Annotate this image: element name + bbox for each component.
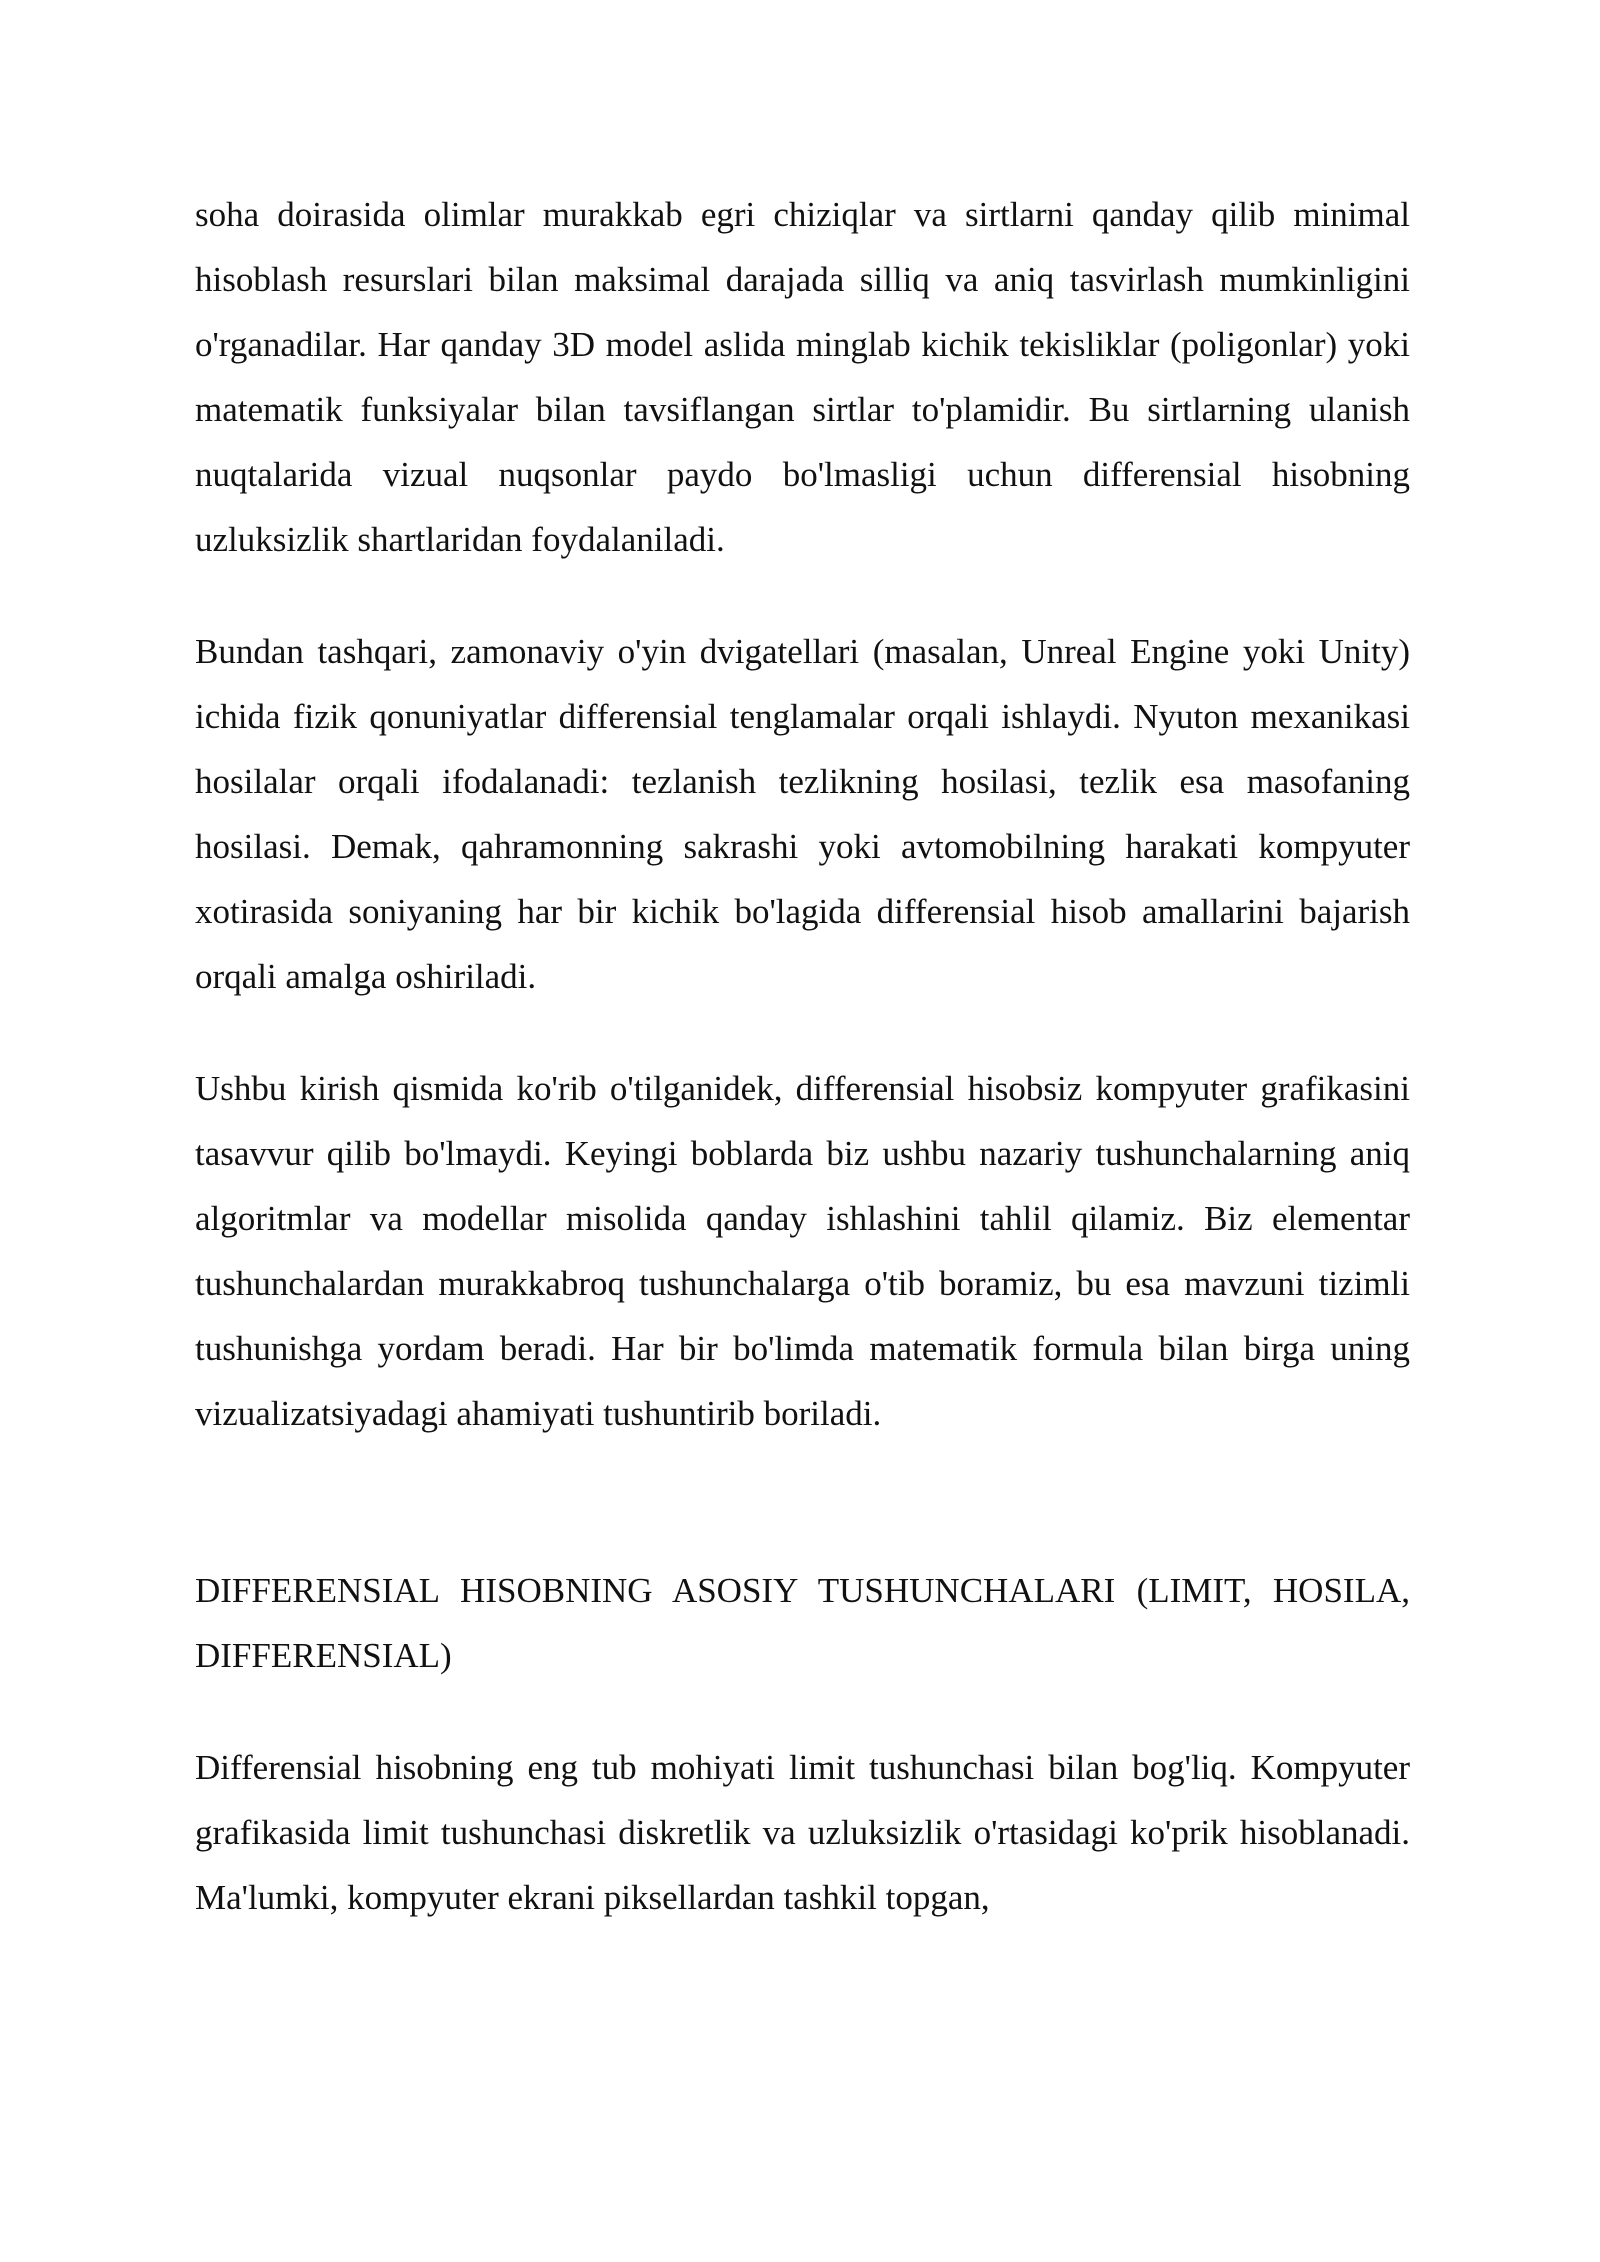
paragraph-limit-concept: Differensial hisobning eng tub mohiyati limit tushunchasi bilan bog'liq. Kompyuter grafikasida limit tushunchasi diskretlik va uzluksizlik o'rtasidagi ko'prik hisoblanadi. Ma'lumki, kompyuter ekrani piksellardan tashkil topgan, [195,1748,1410,1917]
paragraph-surfaces: soha doirasida olimlar murakkab egri chiziqlar va sirtlarni qanday qilib minimal hisoblash resurslari bilan maksimal darajada silliq va aniq tasvirlash mumkinligini o'rganadilar. Har qanday 3D model aslida minglab kichik tekisliklar (poligonlar) yoki matematik funksiyalar bilan tavsiflangan sirtlar to'plamidir. Bu sirtlarning ulanish nuqtalarida vizual nuqsonlar paydo bo'lmasligi uchun differensial hisobning uzluksizlik shartlaridan foydalaniladi. [195,195,1410,559]
paragraph-game-engines: Bundan tashqari, zamonaviy o'yin dvigatellari (masalan, Unreal Engine yoki Unity) ichida fizik qonuniyatlar differensial tenglamalar orqali ishlaydi. Nyuton mexanikasi hosilalar orqali ifodalanadi: tezlanish tezlikning hosilasi, tezlik esa masofaning hosilasi. Demak, qahramonning sakrashi yoki avtomobilning harakati kompyuter xotirasida soniyaning har bir kichik bo'lagida differensial hisob amallarini bajarish orqali amalga oshiriladi. [195,632,1410,996]
paragraph-introduction-summary: Ushbu kirish qismida ko'rib o'tilganidek, differensial hisobsiz kompyuter grafikasini tasavvur qilib bo'lmaydi. Keyingi boblarda biz ushbu nazariy tushunchalarning aniq algoritmlar va modellar misolida qanday ishlashini tahlil qilamiz. Biz elementar tushunchalardan murakkabroq tushunchalarga o'tib boramiz, bu esa mavzuni tizimli tushunishga yordam beradi. Har bir bo'limda matematik formula bilan birga uning vizualizatsiyadagi ahamiyati tushuntirib boriladi. [195,1069,1410,1433]
page-content [195,182,1410,1930]
section-heading: DIFFERENSIAL HISOBNING ASOSIY TUSHUNCHALARI (LIMIT, HOSILA, DIFFERENSIAL) [195,1571,1410,1675]
